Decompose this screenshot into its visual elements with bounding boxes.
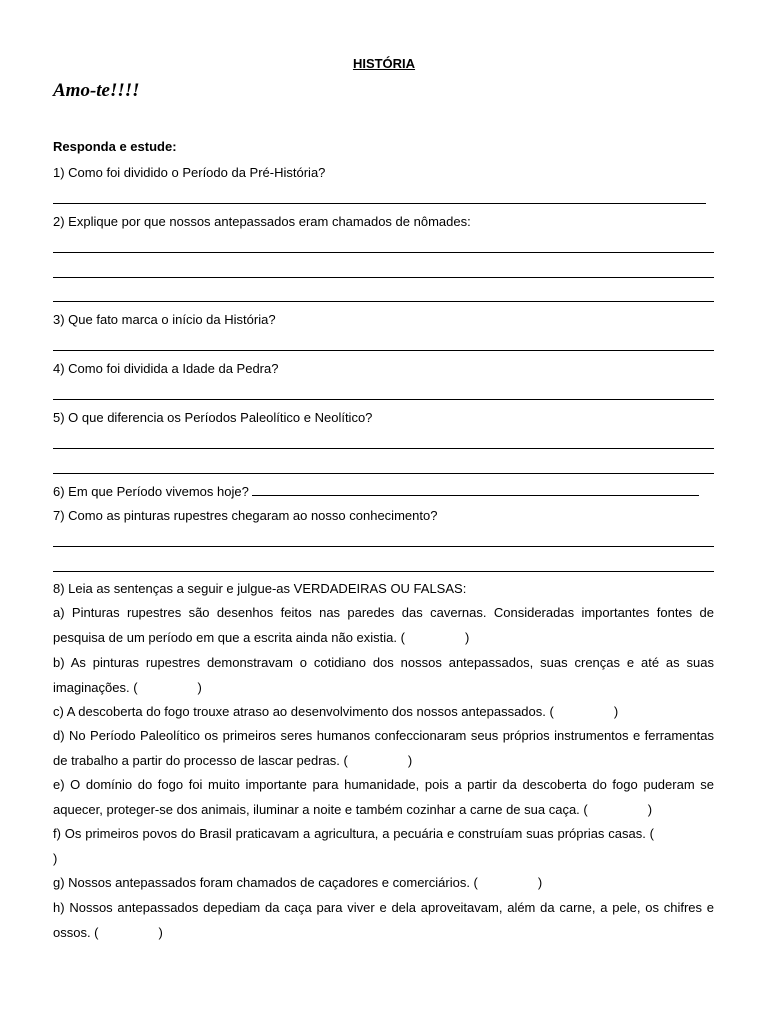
signature-text: Amo-te!!!!	[53, 80, 140, 101]
statement-b	[53, 651, 714, 700]
instructions-heading: Responda e estude:	[53, 139, 177, 154]
statement-f-text: f) Os primeiros povos do Brasil praticavam a agricultura, a pecuária e construíam suas próprias casas. (	[53, 826, 654, 841]
question-2: 2) Explique por que nossos antepassados eram chamados de nômades:	[53, 214, 471, 229]
answer-line[interactable]	[53, 301, 714, 302]
statement-h-text: h) Nossos antepassados depediam da caça para viver e dela aproveitavam, além da carne, a pele, os chifres e ossos. (	[53, 900, 714, 940]
answer-line[interactable]	[53, 252, 714, 253]
closing-paren: )	[158, 924, 163, 940]
statement-a-text: a) Pinturas rupestres são desenhos feitos nas paredes das cavernas. Consideradas importantes fontes de pesquisa de um período em que a escrita ainda não existia. (	[53, 605, 714, 645]
statement-g	[53, 871, 714, 896]
statement-d	[53, 724, 714, 773]
closing-paren: )	[197, 679, 202, 695]
answer-line[interactable]	[252, 484, 699, 496]
statement-c-text: c) A descoberta do fogo trouxe atraso ao desenvolvimento dos nossos antepassados. (	[53, 704, 554, 719]
answer-line[interactable]	[53, 473, 714, 474]
statement-a	[53, 601, 714, 650]
answer-line[interactable]	[53, 448, 714, 449]
statement-h	[53, 896, 714, 945]
page-title: HISTÓRIA	[352, 56, 416, 71]
question-6-text: 6) Em que Período vivemos hoje?	[53, 484, 249, 499]
statement-d-text: d) No Período Paleolítico os primeiros seres humanos confeccionaram seus próprios instrumentos e ferramentas de trabalho a partir do processo de lascar pedras. (	[53, 728, 714, 768]
answer-line[interactable]	[53, 203, 706, 204]
statement-c	[53, 700, 714, 725]
question-4: 4) Como foi dividida a Idade da Pedra?	[53, 361, 279, 376]
answer-line[interactable]	[53, 546, 714, 547]
closing-paren: )	[647, 801, 653, 817]
answer-line[interactable]	[53, 277, 714, 278]
statement-f	[53, 822, 714, 871]
question-1: 1) Como foi dividido o Período da Pré-História?	[53, 165, 326, 180]
question-8: 8) Leia as sentenças a seguir e julgue-as VERDADEIRAS OU FALSAS:	[53, 581, 467, 596]
question-6	[53, 484, 699, 499]
answer-line[interactable]	[53, 571, 714, 572]
statement-b-text: b) As pinturas rupestres demonstravam o cotidiano dos nossos antepassados, suas crenças e até as suas imaginações. (	[53, 655, 714, 695]
statement-g-text: g) Nossos antepassados foram chamados de caçadores e comerciários. (	[53, 875, 478, 890]
closing-paren: )	[613, 704, 619, 719]
question-3: 3) Que fato marca o início da História?	[53, 312, 276, 327]
question-5: 5) O que diferencia os Períodos Paleolítico e Neolítico?	[53, 410, 373, 425]
statement-e-text: e) O domínio do fogo foi muito importante para humanidade, pois a partir da descoberta do fogo puderam se aquecer, proteger-se dos animais, iluminar a noite e também cozinhar a carne de sua caça. (	[53, 777, 714, 817]
answer-line[interactable]	[53, 399, 714, 400]
closing-paren: )	[464, 629, 470, 645]
statement-e	[53, 773, 714, 822]
closing-paren: )	[53, 850, 58, 866]
answer-line[interactable]	[53, 350, 714, 351]
closing-paren: )	[537, 875, 543, 890]
question-7: 7) Como as pinturas rupestres chegaram ao nosso conhecimento?	[53, 508, 438, 523]
closing-paren: )	[407, 752, 413, 768]
